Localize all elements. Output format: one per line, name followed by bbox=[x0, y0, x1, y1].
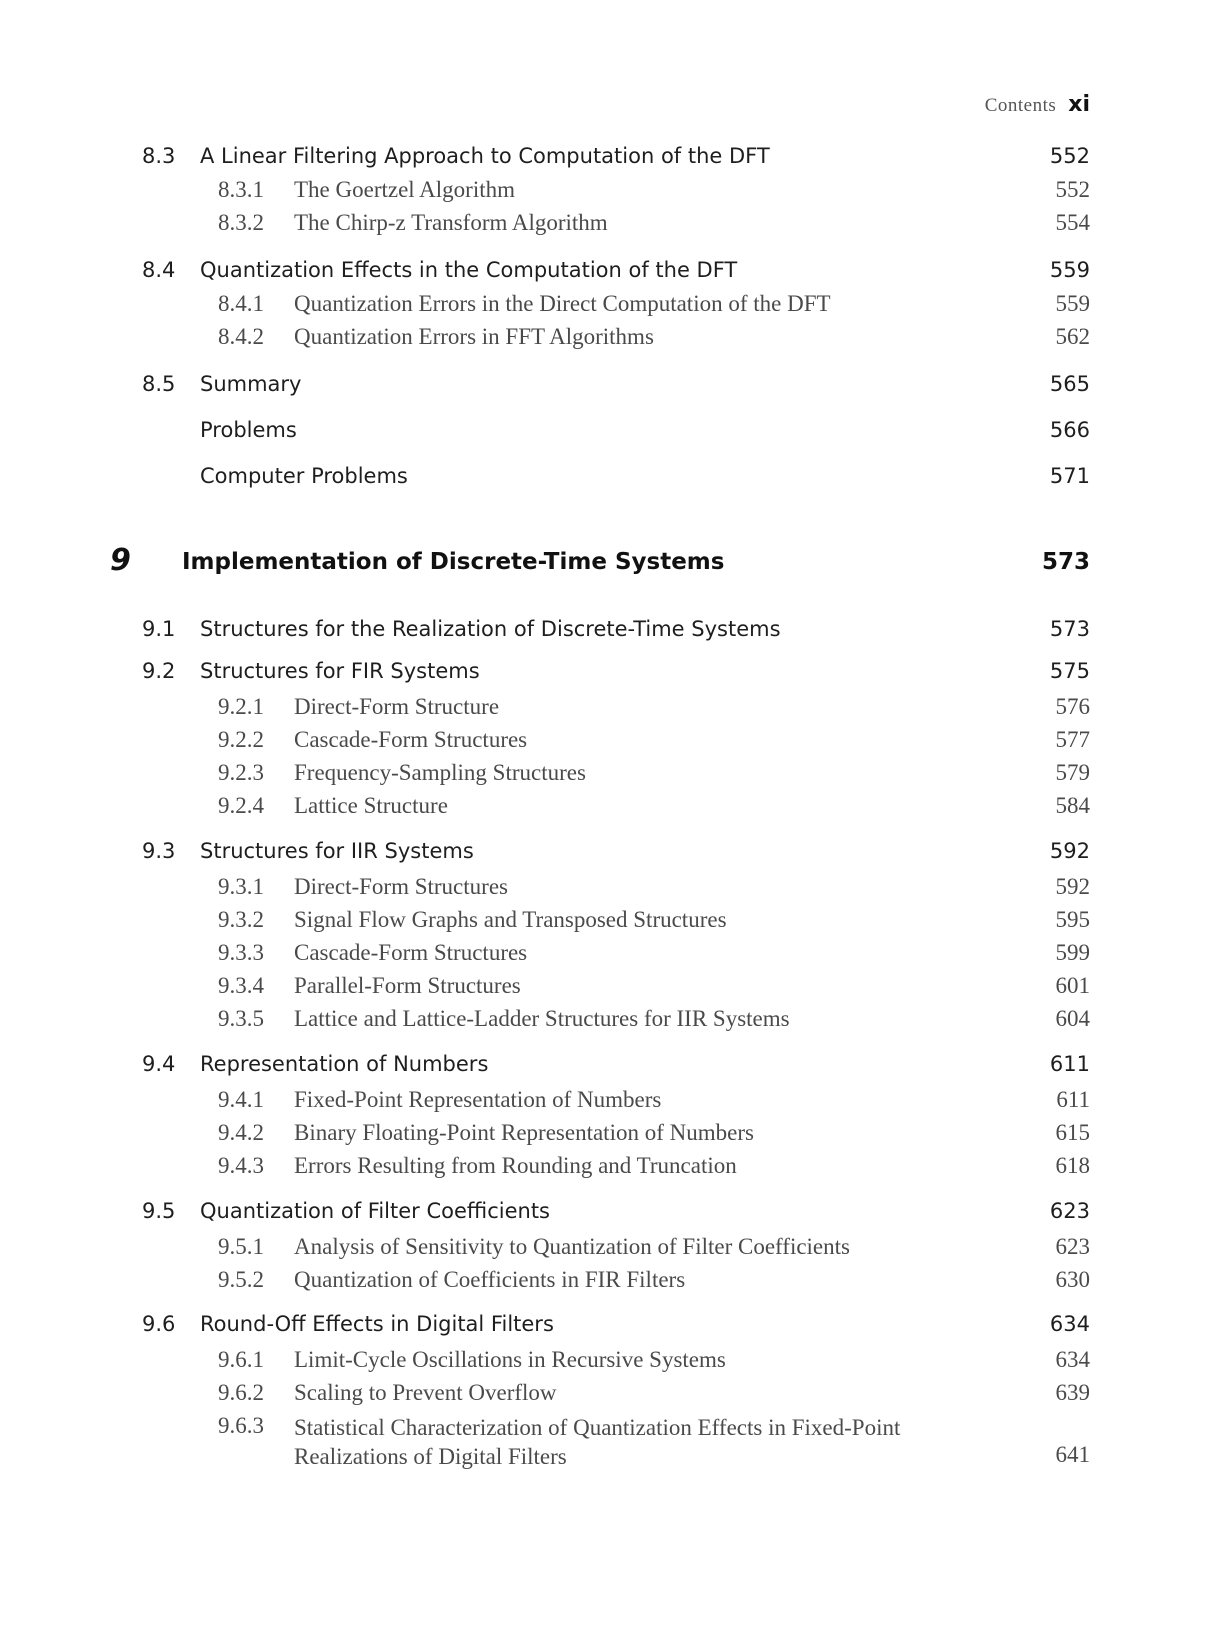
toc-section[interactable] bbox=[0, 1052, 1214, 1082]
toc-section[interactable] bbox=[0, 839, 1214, 869]
subsection-number: 9.6.1 bbox=[218, 1347, 264, 1372]
toc-section[interactable] bbox=[0, 1312, 1214, 1342]
subsection-number: 9.2.4 bbox=[218, 793, 264, 818]
subsection-title: Fixed-Point Representation of Numbers bbox=[294, 1087, 662, 1112]
subsection-title: Quantization of Coefficients in FIR Filters bbox=[294, 1267, 686, 1292]
subsection-number: 9.3.4 bbox=[218, 973, 264, 998]
subsection-title: Errors Resulting from Rounding and Truncation bbox=[294, 1153, 737, 1178]
subsection-page-number: 604 bbox=[1055, 1006, 1090, 1031]
subsection-number: 9.6.3 bbox=[218, 1413, 264, 1438]
toc-subsection[interactable] bbox=[0, 973, 1214, 1003]
toc-subsection[interactable] bbox=[0, 907, 1214, 937]
toc-subsection[interactable] bbox=[0, 874, 1214, 904]
subsection-number: 8.4.1 bbox=[218, 291, 264, 316]
section-title: Structures for IIR Systems bbox=[200, 839, 474, 863]
chapter-page-number: 573 bbox=[1041, 549, 1090, 575]
computer-problems-title: Computer Problems bbox=[200, 464, 408, 488]
running-head-label: Contents bbox=[984, 95, 1057, 116]
subsection-page-number: 584 bbox=[1055, 793, 1090, 818]
running-head bbox=[985, 92, 1090, 117]
section-title: Structures for FIR Systems bbox=[200, 659, 480, 683]
section-title: Summary bbox=[200, 372, 302, 396]
toc-section[interactable] bbox=[0, 144, 1214, 174]
subsection-number: 8.3.2 bbox=[218, 210, 264, 235]
section-number: 9.6 bbox=[142, 1312, 176, 1336]
section-number: 8.4 bbox=[142, 258, 176, 282]
running-head-page-number: xi bbox=[1068, 92, 1090, 117]
section-page-number: 559 bbox=[1049, 258, 1090, 282]
section-page-number: 592 bbox=[1049, 839, 1090, 863]
toc-section[interactable] bbox=[0, 258, 1214, 288]
subsection-number: 9.5.1 bbox=[218, 1234, 264, 1259]
toc-subsection[interactable] bbox=[0, 177, 1214, 207]
problems-page-number: 566 bbox=[1049, 418, 1090, 442]
subsection-page-number: 611 bbox=[1056, 1087, 1090, 1112]
section-page-number: 573 bbox=[1049, 617, 1090, 641]
subsection-page-number: 595 bbox=[1055, 907, 1090, 932]
toc-subsection[interactable] bbox=[0, 727, 1214, 757]
subsection-number: 9.4.1 bbox=[218, 1087, 264, 1112]
toc-subsection[interactable] bbox=[0, 1234, 1214, 1264]
subsection-page-number: 554 bbox=[1055, 210, 1090, 235]
subsection-page-number: 615 bbox=[1055, 1120, 1090, 1145]
toc-section[interactable] bbox=[0, 659, 1214, 689]
subsection-page-number: 641 bbox=[1055, 1442, 1090, 1467]
toc-subsection[interactable] bbox=[0, 1006, 1214, 1036]
section-number: 8.5 bbox=[142, 372, 176, 396]
section-title: Quantization Effects in the Computation of the DFT bbox=[200, 258, 738, 282]
subsection-number: 9.2.1 bbox=[218, 694, 264, 719]
subsection-number: 9.3.1 bbox=[218, 874, 264, 899]
subsection-page-number: 623 bbox=[1055, 1234, 1090, 1259]
section-page-number: 623 bbox=[1049, 1199, 1090, 1223]
subsection-number: 9.5.2 bbox=[218, 1267, 264, 1292]
subsection-number: 9.3.2 bbox=[218, 907, 264, 932]
toc-subsection[interactable] bbox=[0, 1380, 1214, 1410]
subsection-number: 9.6.2 bbox=[218, 1380, 264, 1405]
subsection-number: 9.3.5 bbox=[218, 1006, 264, 1031]
subsection-title: Limit-Cycle Oscillations in Recursive Systems bbox=[294, 1347, 726, 1372]
subsection-title: Cascade-Form Structures bbox=[294, 727, 528, 752]
subsection-page-number: 634 bbox=[1055, 1347, 1090, 1372]
toc-subsection[interactable] bbox=[0, 1413, 1214, 1473]
subsection-title: Lattice Structure bbox=[294, 793, 448, 818]
toc-subsection[interactable] bbox=[0, 210, 1214, 240]
toc-subsection[interactable] bbox=[0, 1347, 1214, 1377]
toc-section[interactable] bbox=[0, 372, 1214, 402]
section-number: 9.5 bbox=[142, 1199, 176, 1223]
subsection-number: 8.3.1 bbox=[218, 177, 264, 202]
toc-subsection[interactable] bbox=[0, 940, 1214, 970]
subsection-title: Frequency-Sampling Structures bbox=[294, 760, 586, 785]
subsection-page-number: 577 bbox=[1055, 727, 1090, 752]
toc-chapter[interactable] bbox=[0, 543, 1214, 579]
problems-title: Problems bbox=[200, 418, 297, 442]
subsection-title: Analysis of Sensitivity to Quantization of Filter Coefficients bbox=[294, 1234, 850, 1259]
subsection-number: 9.4.3 bbox=[218, 1153, 264, 1178]
chapter-number: 9 bbox=[110, 543, 131, 578]
section-number: 9.2 bbox=[142, 659, 176, 683]
toc-subsection[interactable] bbox=[0, 1120, 1214, 1150]
toc-problems[interactable] bbox=[0, 418, 1214, 448]
toc-subsection[interactable] bbox=[0, 1267, 1214, 1297]
subsection-title: The Chirp-z Transform Algorithm bbox=[294, 210, 608, 235]
subsection-number: 9.4.2 bbox=[218, 1120, 264, 1145]
toc-subsection[interactable] bbox=[0, 1087, 1214, 1117]
subsection-page-number: 579 bbox=[1055, 760, 1090, 785]
subsection-title: Direct-Form Structures bbox=[294, 874, 508, 899]
section-page-number: 611 bbox=[1049, 1052, 1090, 1076]
toc-subsection[interactable] bbox=[0, 694, 1214, 724]
section-number: 9.3 bbox=[142, 839, 176, 863]
subsection-title: Quantization Errors in the Direct Computation of the DFT bbox=[294, 291, 831, 316]
section-number: 8.3 bbox=[142, 144, 176, 168]
subsection-title: Cascade-Form Structures bbox=[294, 940, 528, 965]
chapter-title: Implementation of Discrete-Time Systems bbox=[182, 549, 725, 575]
section-title: Structures for the Realization of Discrete-Time Systems bbox=[200, 617, 781, 641]
section-number: 9.1 bbox=[142, 617, 176, 641]
subsection-page-number: 592 bbox=[1055, 874, 1090, 899]
subsection-title: Direct-Form Structure bbox=[294, 694, 500, 719]
subsection-page-number: 618 bbox=[1055, 1153, 1090, 1178]
subsection-page-number: 639 bbox=[1055, 1380, 1090, 1405]
toc-section[interactable] bbox=[0, 1199, 1214, 1229]
subsection-page-number: 601 bbox=[1055, 973, 1090, 998]
section-page-number: 565 bbox=[1049, 372, 1090, 396]
subsection-number: 8.4.2 bbox=[218, 324, 264, 349]
subsection-number: 9.2.3 bbox=[218, 760, 264, 785]
section-page-number: 552 bbox=[1049, 144, 1090, 168]
section-title: Round-Off Effects in Digital Filters bbox=[200, 1312, 554, 1336]
subsection-title: Statistical Characterization of Quantization Effects in Fixed-Point Realizations of Digital Filters bbox=[294, 1415, 901, 1469]
toc-subsection[interactable] bbox=[0, 291, 1214, 321]
subsection-page-number: 630 bbox=[1055, 1267, 1090, 1292]
section-title: A Linear Filtering Approach to Computation of the DFT bbox=[200, 144, 770, 168]
subsection-page-number: 559 bbox=[1055, 291, 1090, 316]
subsection-page-number: 576 bbox=[1055, 694, 1090, 719]
subsection-number: 9.2.2 bbox=[218, 727, 264, 752]
toc-computer-problems[interactable] bbox=[0, 464, 1214, 494]
section-page-number: 575 bbox=[1049, 659, 1090, 683]
subsection-title: Quantization Errors in FFT Algorithms bbox=[294, 324, 654, 349]
section-page-number: 634 bbox=[1049, 1312, 1090, 1336]
toc-subsection[interactable] bbox=[0, 1153, 1214, 1183]
toc-section[interactable] bbox=[0, 617, 1214, 647]
subsection-title: Signal Flow Graphs and Transposed Structures bbox=[294, 907, 727, 932]
subsection-title: The Goertzel Algorithm bbox=[294, 177, 515, 202]
toc-subsection[interactable] bbox=[0, 760, 1214, 790]
section-title: Representation of Numbers bbox=[200, 1052, 489, 1076]
subsection-page-number: 562 bbox=[1055, 324, 1090, 349]
subsection-number: 9.3.3 bbox=[218, 940, 264, 965]
subsection-title: Scaling to Prevent Overflow bbox=[294, 1380, 557, 1405]
toc-subsection[interactable] bbox=[0, 324, 1214, 354]
section-title: Quantization of Filter Coefficients bbox=[200, 1199, 550, 1223]
subsection-title: Parallel-Form Structures bbox=[294, 973, 521, 998]
subsection-title: Binary Floating-Point Representation of Numbers bbox=[294, 1120, 754, 1145]
section-number: 9.4 bbox=[142, 1052, 176, 1076]
computer-problems-page-number: 571 bbox=[1049, 464, 1090, 488]
subsection-page-number: 599 bbox=[1055, 940, 1090, 965]
subsection-page-number: 552 bbox=[1055, 177, 1090, 202]
subsection-title: Lattice and Lattice-Ladder Structures for IIR Systems bbox=[294, 1006, 790, 1031]
toc-subsection[interactable] bbox=[0, 793, 1214, 823]
